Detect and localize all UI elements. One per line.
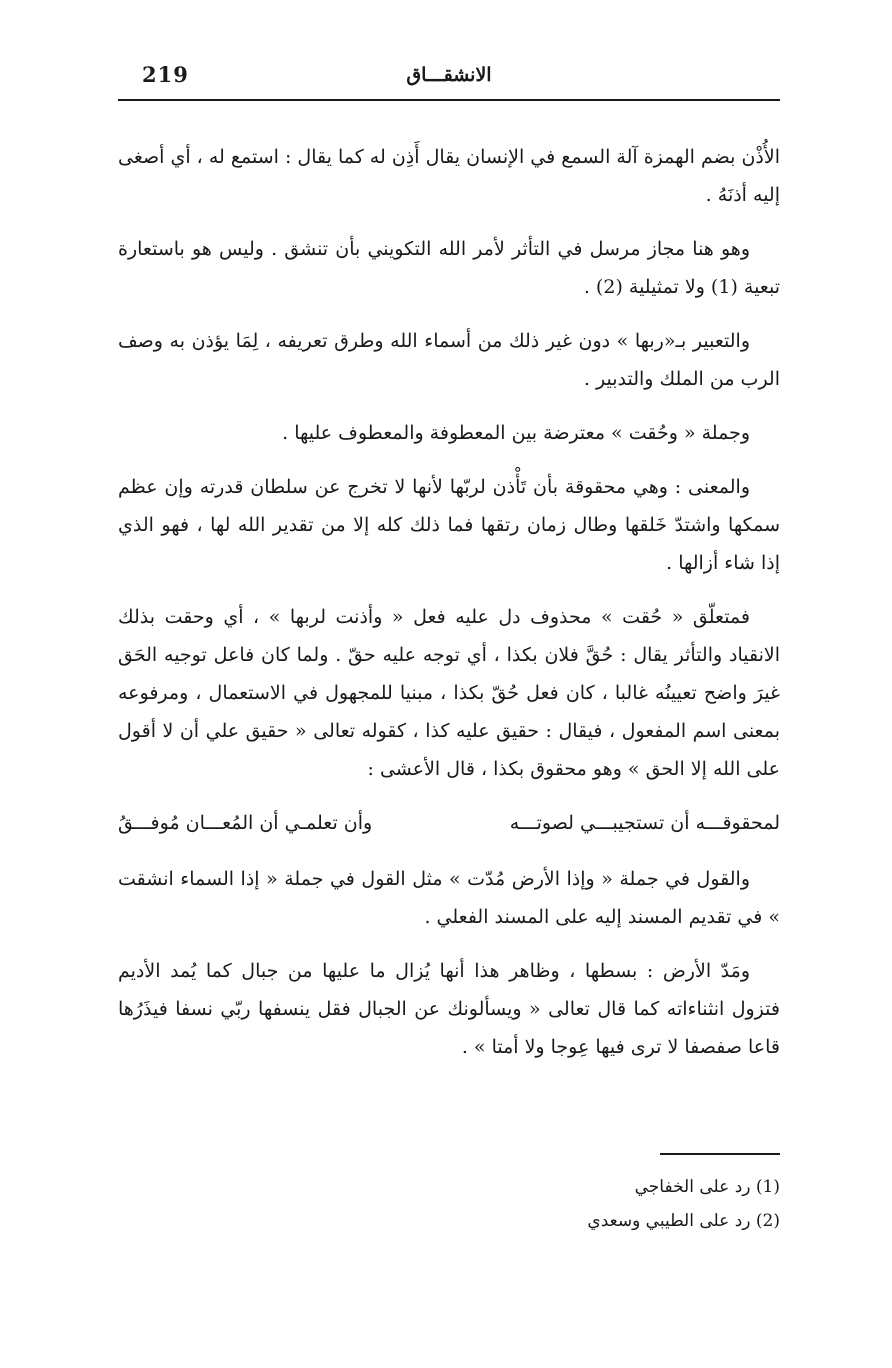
paragraph-earth-spread: والقول في جملة « وإذا الأرض مُدّت » مثل القول في جملة « إذا السماء انشقت » في تقديم المسند إليه على المسند الفعلي .	[118, 868, 780, 928]
paragraph-meaning: والمعنى : وهي محقوقة بأن تَأْذن لربّها لأنها لا تخرج عن سلطان قدرته وإن عظم سمكها واشتدّ خَلقها وطال زمان رتقها فما ذلك كله إلا من تقدير الله لها ، فهو الذي إذا شاء أزالها .	[118, 476, 780, 574]
page-number: 219	[142, 62, 189, 87]
paragraph-metaphor: وهو هنا مجاز مرسل في التأثر لأمر الله التكويني بأن تنشق . وليس هو باستعارة تبعية (1) ولا تمثيلية (2) .	[118, 238, 780, 298]
main-text	[118, 138, 780, 1082]
verse-first-hemistich: لمحقوقـــه أن تستجيبـــي لصوتـــه	[509, 812, 780, 834]
poetry-verse	[118, 804, 780, 842]
header-rule	[118, 99, 780, 101]
footnote-1: (1) رد على الخفاجي	[634, 1177, 780, 1197]
paragraph-ear-definition: الأُذْن بضم الهمزة آلة السمع في الإنسان يقال أَذِن له كما يقال : استمع له ، أي أصغى إليه أذنَهُ .	[118, 146, 780, 206]
running-title: الانشقـــاق	[406, 64, 492, 86]
footnote-rule	[660, 1153, 780, 1155]
paragraph-lord-expression: والتعبير بـ«ربها » دون غير ذلك من أسماء الله وطرق تعريفه ، لِمَا يؤذن به وصف الرب من الملك والتدبير .	[118, 330, 780, 390]
paragraph-parenthetical: وجملة « وحُقت » معترضة بين المعطوفة والمعطوف عليها .	[282, 422, 750, 444]
footnote-2: (2) رد على الطيبي وسعدي	[587, 1211, 780, 1231]
verse-second-hemistich: وأن تعلمـي أن المُعـــان مُوفـــقُ	[118, 812, 373, 834]
page-header	[118, 62, 780, 98]
paragraph-huqqat: فمتعلّق « حُقت » محذوف دل عليه فعل « وأذنت لربها » ، أي وحقت بذلك الانقياد والتأثر يقال : حُقَّ فلان بكذا ، أي توجه عليه حقّ . ولما كان فاعل توجيه الحَق غيرَ واضح تعيينُه غالبا ، كان فعل حُقّ بكذا ، مبنيا للمجهول في الاستعمال ، ومرفوعه بمعنى اسم المفعول ، فيقال : حقيق عليه كذا ، كقوله تعالى « حقيق علي أن لا أقول على الله إلا الحق » وهو محقوق بكذا ، قال الأعشى :	[118, 606, 780, 780]
footnotes	[118, 1170, 780, 1238]
paragraph-earth-extension: ومَدّ الأرض : بسطها ، وظاهر هذا أنها يُزال ما عليها من جبال كما يُمد الأديم فتزول انثناءاته كما قال تعالى « ويسألونك عن الجبال فقل ينسفها ربّي نسفا فيذَرُها قاعا صفصفا لا ترى فيها عِوجا ولا أمتا » .	[118, 960, 780, 1058]
